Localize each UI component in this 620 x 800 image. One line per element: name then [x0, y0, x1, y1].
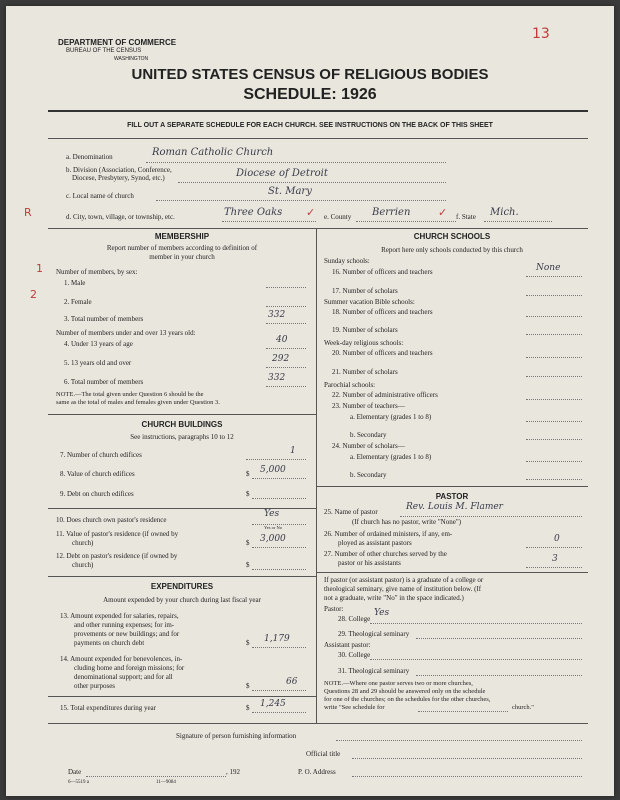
form-number: 6—5519 a	[68, 780, 89, 785]
q22-label: 22. Number of administrative officers	[332, 391, 438, 399]
q12-label-2: church)	[72, 561, 94, 569]
q6-label: 6. Total number of members	[64, 378, 144, 386]
q5-label: 5. 13 years old and over	[64, 359, 132, 367]
q16-value: None	[536, 263, 561, 273]
q15-value: 1,245	[260, 699, 286, 709]
margin-mark-2: 2	[30, 288, 37, 301]
q24a-label: a. Elementary (grades 1 to 8)	[350, 453, 432, 461]
sunday-label: Sunday schools:	[324, 257, 370, 265]
q14-label-3: denominational support; and for all	[74, 673, 173, 681]
grad-note-1: If pastor (or assistant pastor) is a graduate of a college or	[324, 576, 484, 584]
under-over-label: Number of members under and over 13 years old:	[56, 329, 196, 337]
form-number-2: 11—9084	[156, 780, 176, 785]
q12-label-1: 12. Debt on pastor's residence (if owned by	[56, 552, 178, 560]
q21-label: 21. Number of scholars	[332, 368, 398, 376]
q13-label-4: payments on church debt	[74, 639, 145, 647]
q16-label: 16. Number of officers and teachers	[332, 268, 433, 276]
q3-value: 332	[268, 310, 286, 320]
q13-label-2: and other running expenses; for im-	[74, 621, 175, 629]
q30-label: 30. College	[338, 651, 371, 659]
q20-label: 20. Number of officers and teachers	[332, 349, 433, 357]
signature-label: Signature of person furnishing information	[176, 732, 297, 740]
official-title-label: Official title	[306, 750, 341, 758]
po-address-label: P. O. Address	[298, 768, 336, 776]
q23-label: 23. Number of teachers—	[332, 402, 405, 410]
denomination-label: a. Denomination	[66, 153, 113, 161]
q5-value: 292	[272, 354, 290, 364]
city-value: Three Oaks	[224, 207, 283, 218]
q6-value: 332	[268, 373, 286, 383]
q11-value: 3,000	[260, 534, 286, 544]
pastor-note-4: write "See schedule for	[324, 704, 385, 711]
state-label: f. State	[456, 213, 476, 221]
q27-label-1: 27. Number of other churches served by the	[324, 550, 447, 558]
county-label: e. County	[324, 213, 352, 221]
division-value: Diocese of Detroit	[236, 168, 328, 179]
denomination-value: Roman Catholic Church	[152, 147, 274, 158]
q18-label: 18. Number of officers and teachers	[332, 308, 433, 316]
summer-label: Summer vacation Bible schools:	[324, 298, 415, 306]
date-label: Date	[68, 768, 82, 776]
q3-label: 3. Total number of members	[64, 315, 144, 323]
q14-value: 66	[286, 677, 298, 687]
q2-label: 2. Female	[64, 298, 92, 306]
date-year: , 192	[226, 768, 240, 776]
q7-value: 1	[290, 446, 296, 456]
q24-label: 24. Number of scholars—	[332, 442, 405, 450]
grad-note-2: theological seminary, give name of institution below. (If	[324, 585, 482, 593]
schools-sub: Report here only schools conducted by this church	[381, 246, 523, 254]
q14-label-4: other purposes	[74, 682, 116, 690]
margin-mark-r: R	[24, 206, 32, 219]
q10-hint: Yes or No	[264, 525, 283, 530]
q19-label: 19. Number of scholars	[332, 326, 398, 334]
pastor-note-1: NOTE.—Where one pastor serves two or more churches,	[324, 680, 473, 687]
page-title: UNITED STATES CENSUS OF RELIGIOUS BODIES	[131, 66, 489, 83]
department-name: DEPARTMENT OF COMMERCE	[58, 38, 177, 47]
q26-label-2: ployed as assistant pastors	[338, 539, 412, 547]
q10-value: Yes	[264, 509, 280, 519]
assistant-sublabel: Assistant pastor:	[324, 641, 371, 649]
q25-value: Rev. Louis M. Flamer	[406, 502, 503, 512]
weekday-label: Week-day religious schools:	[324, 339, 404, 347]
census-schedule-page: 13 DEPARTMENT OF COMMERCE BUREAU OF THE CENSUS WASHINGTON UNITED STATES CENSUS OF RELIGIOUS BODIES SCHEDULE: 1926 FILL OUT A SEPARATE SCHEDULE FOR EACH CHURCH. SEE INSTRUCTIONS ON THE BACK OF THIS SHEET R 1 2 a. Denomination Roman Catholic Church b. Division (Association, Conference, Diocese, Presbytery, Synod, etc.) Diocese of Detroit c. Local name of church St. Mary d. City, town, village, or township, etc. Three Oaks ✓ e. County Berrien ✓ f. State Mich. MEMBERSHIP Report number of members according to definition of member in your church Number of members, by sex: 1. Male 2. Female 3. Total number of members 332 Number of members under and over 13 years old: 4. Under 13 years of age 40 5. 13 years old and over 292 6. Total number of members 332 NOTE.—The total given under Question 6 should be the same as the total of males and females given under Question 3. CHURCH BUILDINGS See instructions, paragraphs 10 to 12 7. Number of church edifices 1 8. Value of church edifices $ 5,000 9. Debt on church edifices $ 10. Does church own pastor's residence Yes Yes or No 11. Value of pastor's residence (if owned by church) $ 3,000 12. Debt on pastor's residence (if owned by church) $ EXPENDITURES Amount expended by your church during last fiscal year 13. Amount expended for salaries, repairs, and other running expenses; for im- provements or new buildings; and for payments on church debt $ 1,179 14. Amount expended for benevolences, in- cluding home and foreign missions; for denominational support; and for all other purposes $ 66 15. Total expenditures during year $ 1,245 CHURCH SCHOOLS Report here only schools conducted by this church Sunday schools: 16. Number of officers and teachers None 17. Number of scholars Summer vacation Bible schools: 18. Number of officers and teachers 19. Number of scholars Week-day religious schools: 20. Number of officers and teachers 21. Number of scholars Parochial schools: 22. Number of administrative officers 23. Number of teachers— a. Elementary (grades 1 to 8) b. Secondary 24. Number of scholars— a. Elementary (grades 1 to 8) b. Secondary PASTOR 25. Name of pastor Rev. Louis M. Flamer (If church has no pastor, write "None") 26. Number of ordained ministers, if any, em- ployed as assistant pastors 0 27. Number of other churches served by the pastor or his assistants 3 If pastor (or assistant pastor) is a graduate of a college or theological seminary, give name of institution below. (If not a graduate, write "No" in the space indicated.) Pastor: 28. College Yes 29. Theological seminary Assistant pastor: 30. College 31. Theological seminary NOTE.—Where one pastor serves two or more churches, Questions 28 and 29 should be answered only on the schedule for one of the churches; on the schedules for the other churches, write "See schedule for church." Signature of person furnishing information Official title Date , 192 P. O. Address 6—5519 a 11—9084	[6, 6, 614, 796]
instruction-banner: FILL OUT A SEPARATE SCHEDULE FOR EACH CHURCH. SEE INSTRUCTIONS ON THE BACK OF THIS SHEET	[127, 122, 493, 129]
q13-label-1: 13. Amount expended for salaries, repairs,	[60, 612, 179, 620]
q29-label: 29. Theological seminary	[338, 630, 410, 638]
bureau-name: BUREAU OF THE CENSUS	[66, 48, 142, 54]
q14-label-1: 14. Amount expended for benevolences, in-	[60, 655, 183, 663]
membership-intro-1: Report number of members according to definition of	[106, 244, 258, 252]
division-label-2: Diocese, Presbytery, Synod, etc.)	[72, 174, 165, 182]
division-label-1: b. Division (Association, Conference,	[66, 166, 172, 174]
q25-label: 25. Name of pastor	[324, 508, 378, 516]
q13-value: 1,179	[264, 634, 290, 644]
q7-label: 7. Number of church edifices	[60, 451, 142, 459]
q17-label: 17. Number of scholars	[332, 287, 398, 295]
q27-value: 3	[552, 554, 558, 564]
members-by-sex-label: Number of members, by sex:	[56, 268, 138, 276]
margin-mark-1: 1	[36, 262, 43, 275]
parochial-label: Parochial schools:	[324, 381, 376, 389]
membership-heading: MEMBERSHIP	[154, 232, 210, 241]
buildings-sub: See instructions, paragraphs 10 to 12	[130, 433, 234, 441]
pastor-note-4b: church."	[512, 704, 534, 711]
pastor-heading: PASTOR	[435, 492, 469, 501]
q1-label: 1. Male	[64, 279, 86, 287]
grad-note-3: not a graduate, write "No" in the space indicated.)	[324, 594, 464, 602]
county-value: Berrien	[372, 207, 411, 218]
bureau-city: WASHINGTON	[114, 56, 149, 62]
local-name-label: c. Local name of church	[66, 192, 134, 200]
q8-label: 8. Value of church edifices	[60, 470, 135, 478]
q27-label-2: pastor or his assistants	[338, 559, 401, 567]
membership-note-1: NOTE.—The total given under Question 6 should be the	[56, 391, 204, 398]
q23b-label: b. Secondary	[350, 431, 387, 439]
expenditures-heading: EXPENDITURES	[150, 582, 214, 591]
buildings-heading: CHURCH BUILDINGS	[141, 420, 223, 429]
q28-label: 28. College	[338, 615, 371, 623]
local-name-value: St. Mary	[268, 186, 312, 197]
q11-label-1: 11. Value of pastor's residence (if owned by	[56, 530, 179, 538]
pastor-sublabel: Pastor:	[324, 605, 344, 613]
q25-hint: (If church has no pastor, write "None")	[352, 518, 462, 526]
q28-value: Yes	[374, 608, 390, 618]
q24b-label: b. Secondary	[350, 471, 387, 479]
q10-label: 10. Does church own pastor's residence	[56, 516, 167, 524]
state-value: Mich.	[490, 207, 519, 218]
q13-label-3: provements or new buildings; and for	[74, 630, 180, 638]
page-number: 13	[532, 26, 550, 42]
q26-label-1: 26. Number of ordained ministers, if any, em-	[324, 530, 453, 538]
pastor-note-3: for one of the churches; on the schedules for the other churches,	[324, 696, 491, 703]
q14-label-2: cluding home and foreign missions; for	[74, 664, 185, 672]
pastor-note-2: Questions 28 and 29 should be answered only on the schedule	[324, 688, 486, 695]
expenditures-sub: Amount expended by your church during last fiscal year	[103, 596, 261, 604]
q15-label: 15. Total expenditures during year	[60, 704, 156, 712]
q23a-label: a. Elementary (grades 1 to 8)	[350, 413, 432, 421]
q4-value: 40	[276, 335, 288, 345]
q8-value: 5,000	[260, 465, 286, 475]
membership-note-2: same as the total of males and females given under Question 3.	[56, 399, 220, 406]
q31-label: 31. Theological seminary	[338, 667, 410, 675]
page-subtitle: SCHEDULE: 1926	[243, 86, 377, 103]
membership-intro-2: member in your church	[149, 253, 215, 261]
q9-label: 9. Debt on church edifices	[60, 490, 134, 498]
schools-heading: CHURCH SCHOOLS	[413, 232, 491, 241]
q11-label-2: church)	[72, 539, 94, 547]
city-label: d. City, town, village, or township, etc.	[66, 213, 175, 221]
q26-value: 0	[554, 534, 560, 544]
q4-label: 4. Under 13 years of age	[64, 340, 133, 348]
